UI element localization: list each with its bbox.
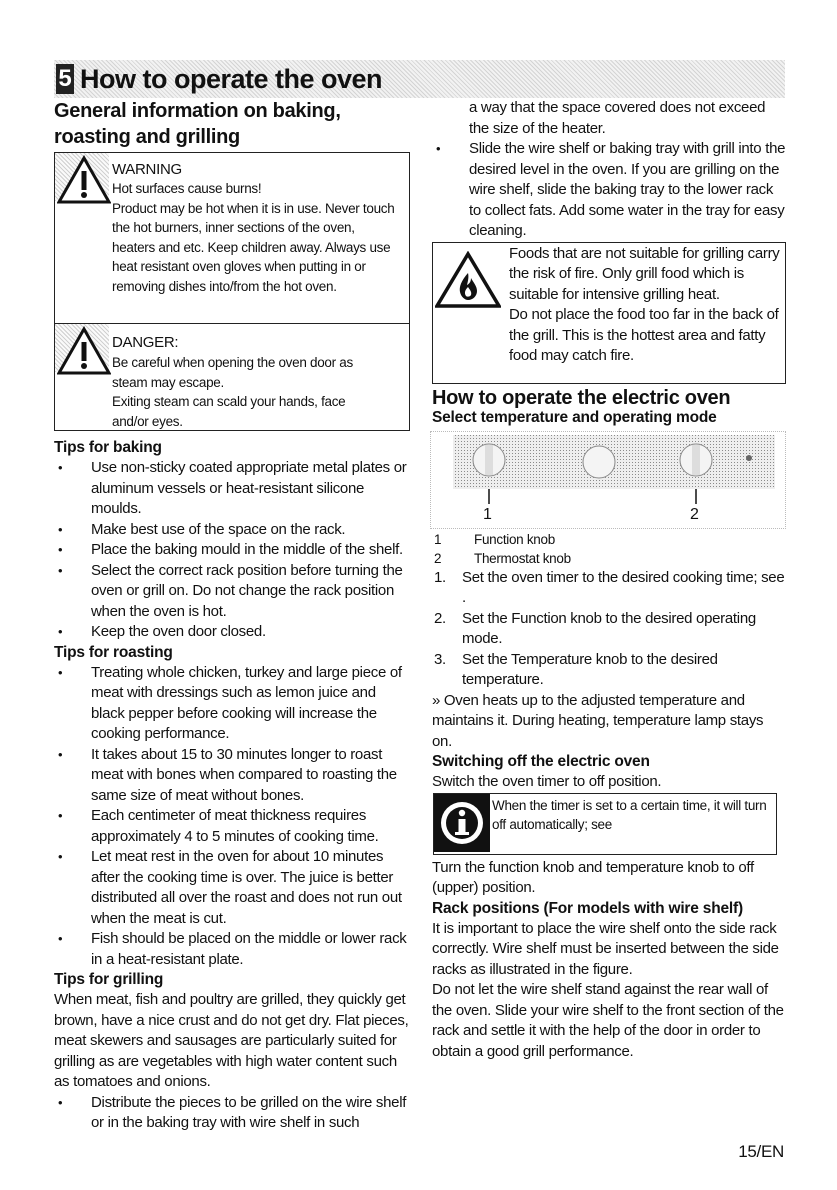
fire-warning-p1: Foods that are not suitable for grilling carry the risk of fire. Only grill food which is suitable for intensive grilling heat. <box>509 244 780 303</box>
list-item: • Each centimeter of meat thickness requires approximately 4 to 5 minutes of cooking time. <box>54 806 410 847</box>
tips-grilling-list <box>54 1093 410 1134</box>
list-item: • Let meat rest in the oven for about 10 minutes after the cooking time is over. The juice is better distributed all over the roast and does not run out when the meat is cut. <box>54 847 410 929</box>
list-item: • Fish should be placed on the middle or lower rack in a heat-resistant plate. <box>54 929 410 970</box>
rack-positions-title: Rack positions (For models with wire shelf) <box>432 899 743 917</box>
section-title: How to operate the oven <box>80 64 383 94</box>
electric-oven-heading: How to operate the electric oven <box>432 386 731 409</box>
figure-legend <box>432 530 786 568</box>
rack-positions-p1: It is important to place the wire shelf onto the side rack correctly. Wire shelf must be inserted between the side racks as illustrated in the figure. <box>432 919 779 978</box>
warning-triangle-icon <box>57 155 111 205</box>
step-text: Set the oven timer to the desired cooking time; see . <box>462 568 785 606</box>
control-panel-figure <box>430 431 786 529</box>
list-item: • Make best use of the space on the rack. <box>54 520 410 541</box>
info-text: When the timer is set to a certain time, it will turn off automatically; see <box>492 797 767 833</box>
step-item <box>432 650 786 691</box>
list-item: • Slide the wire shelf or baking tray with grill into the desired level in the oven. If you are grilling on the wire shelf, slide the baking tray to the lower rack to collect fats. Add some water in the tray for easy cleaning. <box>432 139 786 242</box>
legend-number: 2 <box>434 550 442 566</box>
step-number: 1. <box>434 568 446 586</box>
list-item: • It takes about 15 to 30 minutes longer to roast meat with bones when compared to roasting the same size of meat without bones. <box>54 745 410 807</box>
section-number: 5 <box>56 64 74 94</box>
step-text: Set the Function knob to the desired operating mode. <box>462 609 756 647</box>
warning-label: WARNING <box>112 161 182 178</box>
rack-positions-p2: Do not let the wire shelf stand against the rear wall of the oven. Slide your wire shelf to the front section of the rack and settle it with the help of the door in order to obtain a good grill performance. <box>432 981 784 1060</box>
left-column <box>54 98 410 1134</box>
tips-baking-list <box>54 458 410 643</box>
function-knob-illustration <box>473 444 505 476</box>
legend-text: Thermostat knob <box>474 550 571 566</box>
right-column <box>432 98 786 1062</box>
warning-box <box>54 152 410 324</box>
switching-off-after-text: Turn the function knob and temperature knob to off (upper) position. <box>432 858 754 896</box>
grilling-continued-text: a way that the space covered does not exceed the size of the heater. <box>469 99 766 137</box>
switching-off-title: Switching off the electric oven <box>432 753 650 770</box>
legend-item <box>432 549 786 568</box>
warning-line-1: Hot surfaces cause burns! <box>112 181 262 196</box>
list-item: • Distribute the pieces to be grilled on the wire shelf or in the baking tray with wire shelf in such <box>54 1093 410 1134</box>
electric-oven-subheading: Select temperature and operating mode <box>432 408 717 426</box>
fire-warning-box <box>432 242 786 384</box>
step-number: 3. <box>434 650 446 668</box>
step-number: 2. <box>434 609 446 627</box>
tips-baking-title: Tips for baking <box>54 439 162 456</box>
callout-label-2: 2 <box>690 505 699 523</box>
grilling-bullet-list <box>432 139 786 242</box>
tips-grilling-title: Tips for grilling <box>54 971 164 988</box>
list-item: • Treating whole chicken, turkey and large piece of meat with dressings such as lemon juice and black pepper before cooking will increase the cooking performance. <box>54 663 410 745</box>
info-box <box>433 793 777 855</box>
operating-steps <box>432 568 786 691</box>
danger-label: DANGER: <box>112 334 179 351</box>
list-item: • Keep the oven door closed. <box>54 622 410 643</box>
timer-knob-illustration <box>583 446 615 478</box>
thermostat-knob-illustration <box>680 444 712 476</box>
legend-text: Function knob <box>474 531 555 547</box>
page-number: 15/EN <box>738 1142 784 1161</box>
step-text: Set the Temperature knob to the desired temperature. <box>462 650 718 688</box>
step-item <box>432 609 786 650</box>
danger-triangle-icon <box>57 326 111 376</box>
section-banner <box>54 60 785 98</box>
general-info-heading: General information on baking, roasting and grilling <box>54 100 341 148</box>
danger-box <box>54 324 410 431</box>
list-item: • Use non-sticky coated appropriate metal plates or aluminum vessels or heat-resistant silicone moulds. <box>54 458 410 520</box>
legend-number: 1 <box>434 531 442 547</box>
danger-line-2: Exiting steam can scald your hands, face and/or eyes. <box>112 394 346 429</box>
callout-label-1: 1 <box>483 505 492 523</box>
heating-result-text: » Oven heats up to the adjusted temperature and maintains it. During heating, temperature lamp stays on. <box>432 691 764 750</box>
warning-text <box>112 179 400 297</box>
info-icon <box>434 794 490 852</box>
fire-hazard-icon <box>435 251 501 309</box>
list-item: • Select the correct rack position before turning the oven or grill on. Do not change the rack position when the oven is hot. <box>54 561 410 623</box>
list-item: • Place the baking mould in the middle of the shelf. <box>54 540 410 561</box>
fire-warning-text <box>509 244 781 367</box>
switching-off-text: Switch the oven timer to off position. <box>432 773 662 790</box>
danger-line-1: Be careful when opening the oven door as steam may escape. <box>112 355 353 390</box>
fire-warning-p2: Do not place the food too far in the back of the grill. This is the hottest area and fatty food may catch fire. <box>509 306 779 364</box>
step-item <box>432 568 786 609</box>
tips-roasting-title: Tips for roasting <box>54 643 173 661</box>
tips-roasting-list <box>54 663 410 971</box>
legend-item <box>432 530 786 549</box>
warning-line-2: Product may be hot when it is in use. Never touch the hot burners, inner sections of the oven, heaters and etc. Keep children away. Always use heat resistant oven gloves when putting in or removing dishes into/from the hot oven. <box>112 200 395 294</box>
tips-grilling-intro: When meat, fish and poultry are grilled, they quickly get brown, have a nice crust and do not get dry. Flat pieces, meat skewers and sausages are particularly suited for grilling as are vegetables with high water content such as tomatoes and onions. <box>54 991 409 1090</box>
danger-text <box>112 353 382 431</box>
